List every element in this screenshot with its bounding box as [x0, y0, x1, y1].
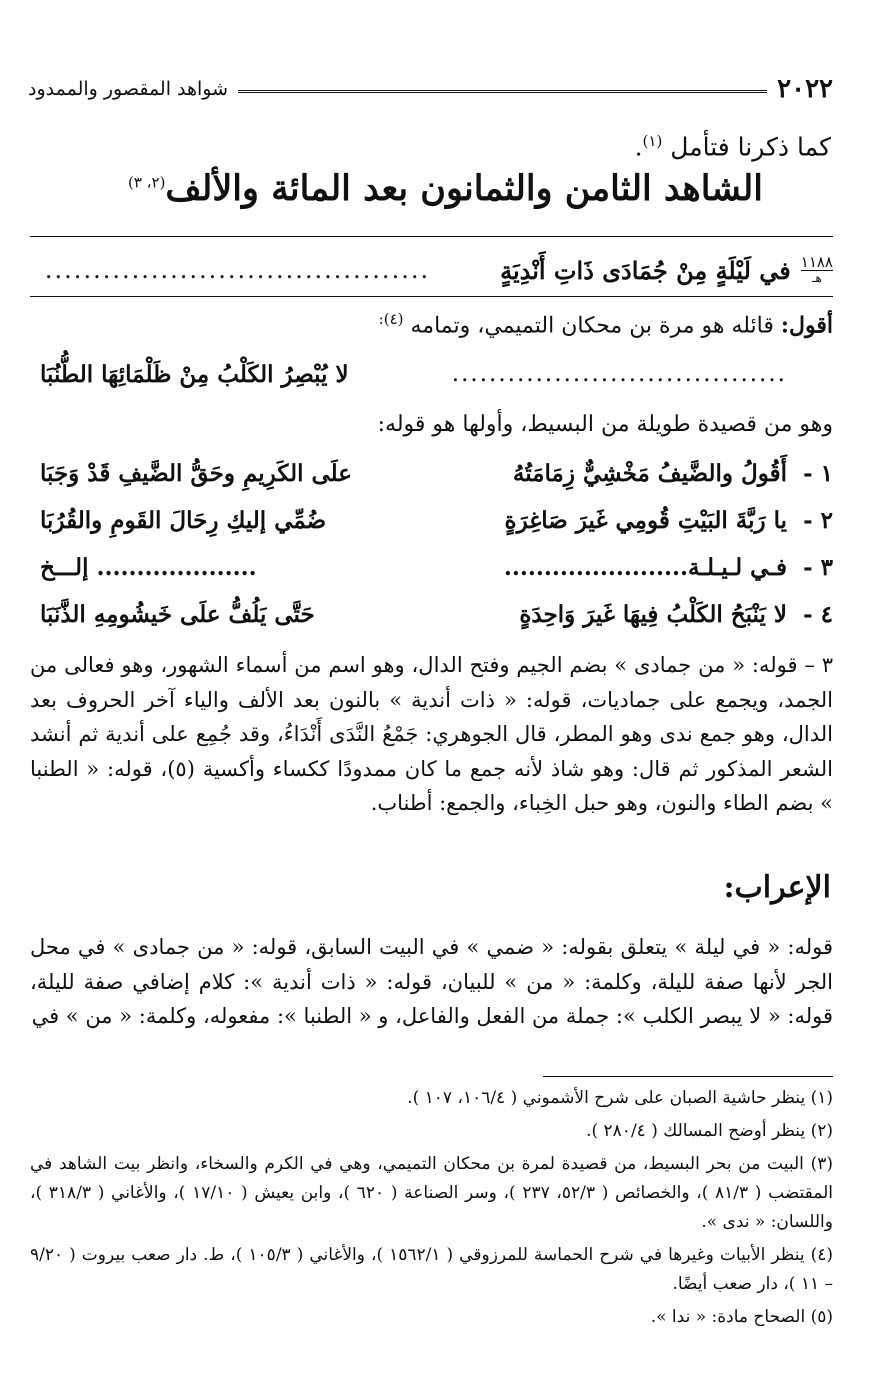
- running-header: [28, 72, 833, 106]
- aqwal-label: أقول:: [780, 312, 833, 339]
- main-verse: [30, 246, 833, 294]
- commentary-paragraph: ٣ – قوله: « من جمادى » بضم الجيم وفتح الدال، وهو اسم من أسماء الشهور، وهو فعالى من الجمد، ويجمع على جماديات، قوله: « ذات أندية » بالنون بعد الألف والياء آخر الحروف بعد الدال، وهو جمع ندى وهو المطر، قال الجوهري: جَمْعُ النَّدَى أَنْدَاءُ، وقد جُمِع على أندية ثم أنشد الشعر المذكور ثم قال: وهو شاذ لأنه جمع ما كان ممدودًا ككساء وأكسية (٥)، قوله: « الطنبا » بضم الطاء والنون، وهو حبل الخِباء، والجمع: أطناب.: [30, 653, 833, 815]
- completion-verse: [40, 354, 833, 394]
- verse-row: [40, 500, 833, 540]
- lead-text: كما ذكرنا فتأمل $^{(١)}$.: [634, 132, 831, 162]
- verse-row-first: لا يَنْبَحُ الكَلْبُ فِيهَا غَيرَ وَاحِدَةٍ: [519, 600, 787, 628]
- verse-number-value: ١١٨٨: [800, 252, 833, 271]
- verse-row-number: ٤ -: [803, 600, 833, 628]
- verse-row: [40, 547, 833, 587]
- footnote: (٢) ينظر أوضح المسالك ( ٢٨٠/٤ ).: [586, 1121, 833, 1141]
- main-verse-dots: ........................................: [44, 256, 431, 284]
- lead-footnote-ref: (١): [642, 132, 663, 150]
- verse-row-second: حَتَّى يَلُفُّ علَى خَيشُومِهِ الذَّنَبَا: [40, 600, 315, 628]
- header-rule: [238, 90, 767, 93]
- intro-line: وهو من قصيدة طويلة من البسيط، وأولها هو قوله:: [377, 412, 833, 437]
- footnote: (٤) ينظر الأبيات وغيرها في شرح الحماسة للمرزوقي ( ١٥٦٢/١ )، والأغاني ( ١٠٥/٣ )، ط. دار صعب بيروت ( ٩/٢٠ – ١١ )، دار صعب أيضًا.: [30, 1245, 833, 1294]
- title-rule: [30, 236, 833, 237]
- verse-row: [40, 594, 833, 634]
- footnote-rule: [543, 1076, 833, 1077]
- verse-row-number: ١ -: [803, 459, 833, 487]
- verse-row-second: علَى الكَرِيمِ وحَقُّ الضَّيفِ قَدْ وَجَبَا: [40, 459, 352, 487]
- verse-row-first: فـي لـيـلـة.......................: [503, 553, 787, 581]
- running-title: شواهد المقصور والممدود: [28, 78, 229, 100]
- verse-number: [800, 252, 833, 286]
- main-verse-text: في لَيْلَةٍ مِنْ جُمَادَى ذَاتِ أَنْدِيَةٍ: [500, 255, 791, 285]
- footnote: (٣) البيت من بحر البسيط، من قصيدة لمرة بن محكان التميمي، وهي في الكرم والسخاء، وانظر بيت الشاهد في المقتضب ( ٨١/٣ )، والخصائص ( ٥٢/٣، ٢٣٧ )، وسر الصناعة ( ٦٢٠ )، وابن يعيش ( ١٧/١٠ )، والأغاني ( ٣١٨/٣ )، واللسان: « ندى ».: [30, 1154, 834, 1232]
- title-text: الشاهد الثامن والثمانون بعد المائة والألف: [165, 168, 764, 209]
- title-footnote-refs: (٢، ٣): [127, 173, 166, 192]
- irab-paragraph: قوله: « في ليلة » يتعلق بقوله: « ضمي » في البيت السابق، قوله: « من جمادى » في محل الجر لأنها صفة لليلة، وكلمة: « من » للبيان، قوله: « ذات أندية »: كلام إضافي صفة لليلة، قوله: « لا يبصر الكلب »: جملة من الفعل والفاعل، و « الطنبا »: مفعوله، وكلمة: « من » في: [30, 935, 833, 1028]
- aqwal-text: قائله هو مرة بن محكان التميمي، وتمامه: [410, 313, 774, 339]
- footnote: (١) ينظر حاشية الصبان على شرح الأشموني ( ١٠٦/٤، ١٠٧ ).: [407, 1088, 833, 1108]
- lead-sentence: كما ذكرنا فتأمل: [670, 132, 831, 162]
- completion-dots: ....................................: [451, 361, 787, 387]
- verse-row-first: أَقُولُ والضَّيفُ مَخْشِيٌّ زِمَامَتُهُ: [512, 459, 787, 487]
- verse-row: [40, 453, 833, 493]
- footnotes: [30, 1084, 833, 1336]
- aqwal-line: [30, 310, 833, 338]
- verse-row-number: ٣ -: [803, 553, 833, 581]
- irab-heading: الإعراب:: [723, 870, 831, 905]
- footnote: (٥) الصحاح مادة: « ندا ».: [650, 1307, 833, 1327]
- verse-row-number: ٢ -: [803, 506, 833, 534]
- verse-rule: [30, 296, 833, 297]
- completion-text: لا يُبْصِرُ الكَلْبُ مِنْ ظَلْمَائِهَا الطُّنُبَا: [40, 360, 349, 388]
- hijri-mark: هـ: [811, 270, 822, 285]
- verse-row-second: ضُمِّي إليكِ رِحَالَ القَومِ والقُرُبَا: [40, 506, 327, 534]
- verse-row-second: .................... إلـــخ: [40, 553, 257, 581]
- verse-row-first: يا رَبَّةَ البَيْتِ قُومِي غَيرَ صَاغِرَةٍ: [504, 506, 787, 534]
- aqwal-footnote-ref: (٤):: [378, 310, 404, 328]
- page-number: ٢٠٢٢: [777, 74, 833, 104]
- shahid-title: [30, 168, 861, 209]
